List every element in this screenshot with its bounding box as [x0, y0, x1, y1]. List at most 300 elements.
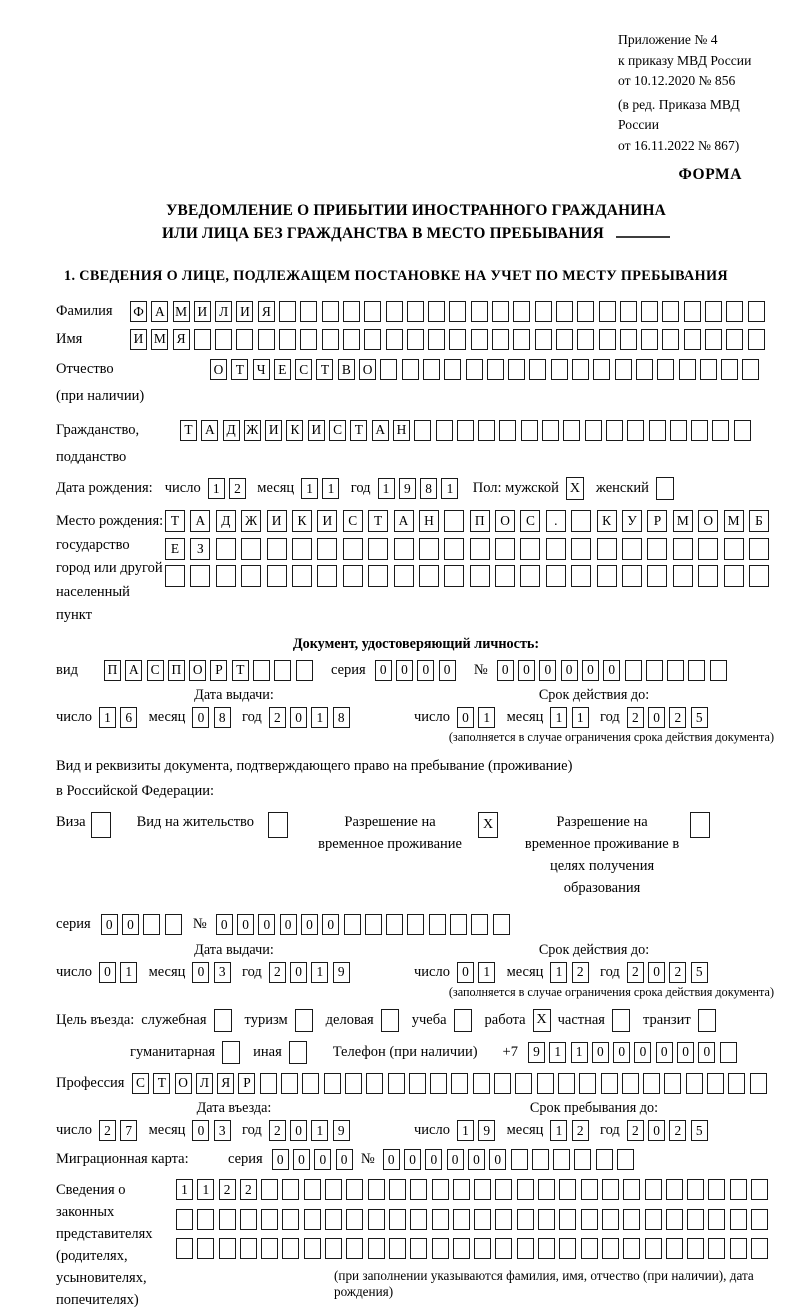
- char-cell[interactable]: [520, 538, 540, 560]
- char-cell[interactable]: А: [201, 420, 218, 441]
- char-cell[interactable]: [710, 660, 727, 681]
- char-cell[interactable]: Е: [165, 538, 185, 560]
- char-cell[interactable]: [453, 1179, 470, 1200]
- char-cell[interactable]: [535, 301, 552, 322]
- char-cell[interactable]: И: [308, 420, 325, 441]
- char-cell[interactable]: 1: [550, 1120, 567, 1141]
- char-cell[interactable]: [274, 660, 291, 681]
- char-cell[interactable]: М: [673, 510, 693, 532]
- char-cell[interactable]: [386, 329, 403, 350]
- char-cell[interactable]: 0: [582, 660, 599, 681]
- char-cell[interactable]: [444, 510, 464, 532]
- char-cell[interactable]: [474, 1179, 491, 1200]
- char-cell[interactable]: [520, 565, 540, 587]
- char-cell[interactable]: 8: [420, 478, 437, 499]
- char-cell[interactable]: [585, 420, 602, 441]
- char-cell[interactable]: [645, 1179, 662, 1200]
- char-cell[interactable]: [625, 660, 642, 681]
- char-cell[interactable]: 9: [528, 1042, 545, 1063]
- char-cell[interactable]: [538, 1179, 555, 1200]
- char-cell[interactable]: [410, 1238, 427, 1259]
- char-cell[interactable]: [579, 1073, 596, 1094]
- purpose-work-checkbox[interactable]: X: [533, 1009, 551, 1032]
- char-cell[interactable]: [646, 660, 663, 681]
- char-cell[interactable]: [343, 301, 360, 322]
- char-cell[interactable]: [571, 538, 591, 560]
- char-cell[interactable]: 0: [447, 1149, 464, 1170]
- char-cell[interactable]: [267, 538, 287, 560]
- char-cell[interactable]: [394, 538, 414, 560]
- char-cell[interactable]: О: [495, 510, 515, 532]
- char-cell[interactable]: 1: [197, 1179, 214, 1200]
- residence-permit-checkbox[interactable]: [268, 812, 288, 838]
- char-cell[interactable]: С: [295, 359, 312, 380]
- char-cell[interactable]: И: [236, 301, 253, 322]
- purpose-private-checkbox[interactable]: [612, 1009, 630, 1032]
- char-cell[interactable]: [708, 1179, 725, 1200]
- char-cell[interactable]: [365, 914, 382, 935]
- char-cell[interactable]: 2: [627, 707, 644, 728]
- char-cell[interactable]: [292, 565, 312, 587]
- char-cell[interactable]: [495, 1209, 512, 1230]
- char-cell[interactable]: [597, 538, 617, 560]
- char-cell[interactable]: Н: [393, 420, 410, 441]
- char-cell[interactable]: [380, 359, 397, 380]
- char-cell[interactable]: П: [470, 510, 490, 532]
- char-cell[interactable]: [428, 329, 445, 350]
- char-cell[interactable]: [532, 1149, 549, 1170]
- char-cell[interactable]: А: [394, 510, 414, 532]
- char-cell[interactable]: [219, 1209, 236, 1230]
- char-cell[interactable]: [143, 914, 160, 935]
- purpose-business-checkbox[interactable]: [381, 1009, 399, 1032]
- char-cell[interactable]: [535, 329, 552, 350]
- char-cell[interactable]: [705, 329, 722, 350]
- char-cell[interactable]: И: [267, 510, 287, 532]
- char-cell[interactable]: [282, 1179, 299, 1200]
- char-cell[interactable]: [546, 538, 566, 560]
- char-cell[interactable]: [698, 565, 718, 587]
- char-cell[interactable]: 0: [301, 914, 318, 935]
- char-cell[interactable]: С: [343, 510, 363, 532]
- char-cell[interactable]: [705, 301, 722, 322]
- char-cell[interactable]: [688, 660, 705, 681]
- char-cell[interactable]: [558, 1073, 575, 1094]
- char-cell[interactable]: [726, 329, 743, 350]
- char-cell[interactable]: [410, 1209, 427, 1230]
- char-cell[interactable]: [673, 565, 693, 587]
- char-cell[interactable]: [346, 1209, 363, 1230]
- char-cell[interactable]: 0: [322, 914, 339, 935]
- char-cell[interactable]: 1: [550, 707, 567, 728]
- char-cell[interactable]: [698, 538, 718, 560]
- char-cell[interactable]: Я: [217, 1073, 234, 1094]
- char-cell[interactable]: [511, 1149, 528, 1170]
- char-cell[interactable]: 1: [301, 478, 318, 499]
- char-cell[interactable]: [581, 1209, 598, 1230]
- char-cell[interactable]: 0: [439, 660, 456, 681]
- char-cell[interactable]: [730, 1238, 747, 1259]
- char-cell[interactable]: [492, 329, 509, 350]
- char-cell[interactable]: 9: [333, 1120, 350, 1141]
- char-cell[interactable]: 0: [99, 962, 116, 983]
- char-cell[interactable]: [366, 1073, 383, 1094]
- char-cell[interactable]: [394, 565, 414, 587]
- char-cell[interactable]: 0: [648, 962, 665, 983]
- char-cell[interactable]: 0: [293, 1149, 310, 1170]
- char-cell[interactable]: М: [724, 510, 744, 532]
- char-cell[interactable]: [423, 359, 440, 380]
- char-cell[interactable]: [606, 420, 623, 441]
- char-cell[interactable]: [563, 420, 580, 441]
- char-cell[interactable]: [645, 1238, 662, 1259]
- char-cell[interactable]: 0: [101, 914, 118, 935]
- char-cell[interactable]: [304, 1209, 321, 1230]
- char-cell[interactable]: [556, 301, 573, 322]
- char-cell[interactable]: [577, 329, 594, 350]
- char-cell[interactable]: Р: [238, 1073, 255, 1094]
- char-cell[interactable]: [324, 1073, 341, 1094]
- char-cell[interactable]: 1: [457, 1120, 474, 1141]
- char-cell[interactable]: [302, 1073, 319, 1094]
- char-cell[interactable]: [260, 1073, 277, 1094]
- char-cell[interactable]: [432, 1179, 449, 1200]
- char-cell[interactable]: О: [359, 359, 376, 380]
- char-cell[interactable]: А: [151, 301, 168, 322]
- char-cell[interactable]: 1: [311, 962, 328, 983]
- char-cell[interactable]: [751, 1179, 768, 1200]
- char-cell[interactable]: 0: [698, 1042, 715, 1063]
- char-cell[interactable]: [279, 301, 296, 322]
- char-cell[interactable]: [721, 359, 738, 380]
- char-cell[interactable]: [686, 1073, 703, 1094]
- char-cell[interactable]: 0: [192, 962, 209, 983]
- char-cell[interactable]: [430, 1073, 447, 1094]
- char-cell[interactable]: [670, 420, 687, 441]
- char-cell[interactable]: [322, 301, 339, 322]
- char-cell[interactable]: [304, 1238, 321, 1259]
- char-cell[interactable]: [571, 510, 591, 532]
- char-cell[interactable]: [261, 1238, 278, 1259]
- char-cell[interactable]: 1: [571, 1042, 588, 1063]
- char-cell[interactable]: [474, 1209, 491, 1230]
- char-cell[interactable]: [623, 1238, 640, 1259]
- char-cell[interactable]: [261, 1209, 278, 1230]
- char-cell[interactable]: [197, 1238, 214, 1259]
- char-cell[interactable]: Т: [316, 359, 333, 380]
- char-cell[interactable]: [751, 1238, 768, 1259]
- char-cell[interactable]: [623, 1179, 640, 1200]
- char-cell[interactable]: Р: [210, 660, 227, 681]
- char-cell[interactable]: [457, 420, 474, 441]
- char-cell[interactable]: 0: [656, 1042, 673, 1063]
- char-cell[interactable]: 0: [192, 1120, 209, 1141]
- char-cell[interactable]: 0: [592, 1042, 609, 1063]
- char-cell[interactable]: [649, 420, 666, 441]
- char-cell[interactable]: [282, 1238, 299, 1259]
- char-cell[interactable]: 0: [561, 660, 578, 681]
- char-cell[interactable]: 6: [120, 707, 137, 728]
- char-cell[interactable]: [281, 1073, 298, 1094]
- char-cell[interactable]: 2: [269, 962, 286, 983]
- purpose-official-checkbox[interactable]: [214, 1009, 232, 1032]
- char-cell[interactable]: 2: [219, 1179, 236, 1200]
- char-cell[interactable]: [368, 565, 388, 587]
- char-cell[interactable]: [622, 565, 642, 587]
- char-cell[interactable]: 1: [478, 962, 495, 983]
- char-cell[interactable]: 9: [478, 1120, 495, 1141]
- char-cell[interactable]: [240, 1238, 257, 1259]
- char-cell[interactable]: С: [329, 420, 346, 441]
- char-cell[interactable]: [407, 329, 424, 350]
- char-cell[interactable]: 2: [229, 478, 246, 499]
- char-cell[interactable]: Ч: [253, 359, 270, 380]
- char-cell[interactable]: [517, 1179, 534, 1200]
- char-cell[interactable]: [241, 538, 261, 560]
- char-cell[interactable]: А: [372, 420, 389, 441]
- char-cell[interactable]: [487, 359, 504, 380]
- char-cell[interactable]: [662, 301, 679, 322]
- female-checkbox[interactable]: [656, 477, 674, 500]
- char-cell[interactable]: [428, 301, 445, 322]
- char-cell[interactable]: [267, 565, 287, 587]
- char-cell[interactable]: Т: [153, 1073, 170, 1094]
- char-cell[interactable]: [165, 565, 185, 587]
- char-cell[interactable]: 3: [214, 962, 231, 983]
- char-cell[interactable]: 9: [333, 962, 350, 983]
- char-cell[interactable]: [712, 420, 729, 441]
- char-cell[interactable]: Б: [749, 510, 769, 532]
- char-cell[interactable]: [495, 565, 515, 587]
- char-cell[interactable]: 0: [280, 914, 297, 935]
- char-cell[interactable]: [470, 538, 490, 560]
- char-cell[interactable]: 0: [468, 1149, 485, 1170]
- char-cell[interactable]: 0: [425, 1149, 442, 1170]
- char-cell[interactable]: [517, 1238, 534, 1259]
- char-cell[interactable]: [622, 538, 642, 560]
- char-cell[interactable]: [521, 420, 538, 441]
- char-cell[interactable]: [470, 565, 490, 587]
- char-cell[interactable]: [261, 1179, 278, 1200]
- char-cell[interactable]: [368, 1179, 385, 1200]
- char-cell[interactable]: 1: [311, 707, 328, 728]
- char-cell[interactable]: 2: [669, 707, 686, 728]
- char-cell[interactable]: [410, 1179, 427, 1200]
- char-cell[interactable]: [300, 329, 317, 350]
- char-cell[interactable]: 3: [214, 1120, 231, 1141]
- char-cell[interactable]: [542, 420, 559, 441]
- char-cell[interactable]: [194, 329, 211, 350]
- char-cell[interactable]: [684, 329, 701, 350]
- char-cell[interactable]: [317, 538, 337, 560]
- char-cell[interactable]: И: [265, 420, 282, 441]
- char-cell[interactable]: [645, 1209, 662, 1230]
- char-cell[interactable]: [466, 359, 483, 380]
- char-cell[interactable]: [388, 1073, 405, 1094]
- char-cell[interactable]: Я: [173, 329, 190, 350]
- char-cell[interactable]: 0: [603, 660, 620, 681]
- char-cell[interactable]: А: [190, 510, 210, 532]
- char-cell[interactable]: [593, 359, 610, 380]
- char-cell[interactable]: [647, 565, 667, 587]
- char-cell[interactable]: [474, 1238, 491, 1259]
- char-cell[interactable]: [499, 420, 516, 441]
- char-cell[interactable]: 0: [314, 1149, 331, 1170]
- char-cell[interactable]: 8: [214, 707, 231, 728]
- char-cell[interactable]: [687, 1238, 704, 1259]
- purpose-humanitarian-checkbox[interactable]: [222, 1041, 240, 1064]
- char-cell[interactable]: [602, 1209, 619, 1230]
- char-cell[interactable]: [748, 301, 765, 322]
- char-cell[interactable]: [241, 565, 261, 587]
- char-cell[interactable]: [691, 420, 708, 441]
- char-cell[interactable]: [664, 1073, 681, 1094]
- char-cell[interactable]: 0: [336, 1149, 353, 1170]
- char-cell[interactable]: 1: [120, 962, 137, 983]
- char-cell[interactable]: [402, 359, 419, 380]
- char-cell[interactable]: [343, 329, 360, 350]
- char-cell[interactable]: [559, 1238, 576, 1259]
- char-cell[interactable]: [258, 329, 275, 350]
- char-cell[interactable]: [559, 1209, 576, 1230]
- char-cell[interactable]: .: [546, 510, 566, 532]
- char-cell[interactable]: [492, 301, 509, 322]
- char-cell[interactable]: [471, 329, 488, 350]
- char-cell[interactable]: Д: [216, 510, 236, 532]
- char-cell[interactable]: 1: [322, 478, 339, 499]
- char-cell[interactable]: [219, 1238, 236, 1259]
- char-cell[interactable]: [602, 1179, 619, 1200]
- char-cell[interactable]: 2: [240, 1179, 257, 1200]
- char-cell[interactable]: 1: [478, 707, 495, 728]
- char-cell[interactable]: [432, 1209, 449, 1230]
- char-cell[interactable]: П: [168, 660, 185, 681]
- char-cell[interactable]: 8: [333, 707, 350, 728]
- char-cell[interactable]: [599, 301, 616, 322]
- char-cell[interactable]: [679, 359, 696, 380]
- char-cell[interactable]: 0: [648, 1120, 665, 1141]
- char-cell[interactable]: И: [130, 329, 147, 350]
- char-cell[interactable]: 2: [669, 962, 686, 983]
- char-cell[interactable]: [419, 538, 439, 560]
- char-cell[interactable]: Я: [258, 301, 275, 322]
- char-cell[interactable]: [581, 1238, 598, 1259]
- char-cell[interactable]: [615, 359, 632, 380]
- char-cell[interactable]: [495, 1238, 512, 1259]
- char-cell[interactable]: [495, 1179, 512, 1200]
- char-cell[interactable]: [538, 1238, 555, 1259]
- char-cell[interactable]: [513, 329, 530, 350]
- char-cell[interactable]: 1: [208, 478, 225, 499]
- char-cell[interactable]: 1: [441, 478, 458, 499]
- char-cell[interactable]: О: [175, 1073, 192, 1094]
- char-cell[interactable]: [449, 301, 466, 322]
- char-cell[interactable]: В: [338, 359, 355, 380]
- char-cell[interactable]: 0: [272, 1149, 289, 1170]
- char-cell[interactable]: Т: [165, 510, 185, 532]
- char-cell[interactable]: 5: [691, 962, 708, 983]
- temporary-residence-checkbox[interactable]: X: [478, 812, 498, 838]
- char-cell[interactable]: [546, 565, 566, 587]
- char-cell[interactable]: [720, 1042, 737, 1063]
- char-cell[interactable]: [282, 1209, 299, 1230]
- char-cell[interactable]: 1: [176, 1179, 193, 1200]
- char-cell[interactable]: 0: [489, 1149, 506, 1170]
- char-cell[interactable]: [236, 329, 253, 350]
- char-cell[interactable]: [667, 660, 684, 681]
- char-cell[interactable]: 0: [677, 1042, 694, 1063]
- char-cell[interactable]: [343, 538, 363, 560]
- char-cell[interactable]: [346, 1238, 363, 1259]
- char-cell[interactable]: [478, 420, 495, 441]
- char-cell[interactable]: 1: [549, 1042, 566, 1063]
- char-cell[interactable]: 2: [269, 1120, 286, 1141]
- char-cell[interactable]: 0: [613, 1042, 630, 1063]
- char-cell[interactable]: [473, 1073, 490, 1094]
- char-cell[interactable]: 1: [572, 707, 589, 728]
- char-cell[interactable]: [724, 538, 744, 560]
- char-cell[interactable]: С: [147, 660, 164, 681]
- char-cell[interactable]: И: [194, 301, 211, 322]
- char-cell[interactable]: [429, 914, 446, 935]
- char-cell[interactable]: 0: [290, 962, 307, 983]
- char-cell[interactable]: [707, 1073, 724, 1094]
- char-cell[interactable]: К: [597, 510, 617, 532]
- char-cell[interactable]: 0: [290, 1120, 307, 1141]
- char-cell[interactable]: [419, 565, 439, 587]
- char-cell[interactable]: 0: [457, 707, 474, 728]
- char-cell[interactable]: [409, 1073, 426, 1094]
- char-cell[interactable]: Р: [647, 510, 667, 532]
- char-cell[interactable]: [453, 1209, 470, 1230]
- char-cell[interactable]: [517, 1209, 534, 1230]
- char-cell[interactable]: [407, 914, 424, 935]
- char-cell[interactable]: 0: [634, 1042, 651, 1063]
- char-cell[interactable]: [165, 914, 182, 935]
- char-cell[interactable]: [734, 420, 751, 441]
- char-cell[interactable]: [574, 1149, 591, 1170]
- char-cell[interactable]: Л: [215, 301, 232, 322]
- char-cell[interactable]: [627, 420, 644, 441]
- char-cell[interactable]: [493, 914, 510, 935]
- char-cell[interactable]: Е: [274, 359, 291, 380]
- char-cell[interactable]: [240, 1209, 257, 1230]
- char-cell[interactable]: О: [698, 510, 718, 532]
- char-cell[interactable]: [450, 914, 467, 935]
- char-cell[interactable]: [176, 1209, 193, 1230]
- char-cell[interactable]: [389, 1238, 406, 1259]
- char-cell[interactable]: [622, 1073, 639, 1094]
- char-cell[interactable]: 0: [457, 962, 474, 983]
- char-cell[interactable]: [708, 1238, 725, 1259]
- char-cell[interactable]: [300, 301, 317, 322]
- char-cell[interactable]: [216, 538, 236, 560]
- char-cell[interactable]: [687, 1209, 704, 1230]
- char-cell[interactable]: [636, 359, 653, 380]
- char-cell[interactable]: Т: [232, 660, 249, 681]
- char-cell[interactable]: [346, 1179, 363, 1200]
- char-cell[interactable]: [700, 359, 717, 380]
- char-cell[interactable]: [325, 1209, 342, 1230]
- purpose-other-checkbox[interactable]: [289, 1041, 307, 1064]
- char-cell[interactable]: 2: [627, 962, 644, 983]
- char-cell[interactable]: [581, 1179, 598, 1200]
- char-cell[interactable]: [708, 1209, 725, 1230]
- char-cell[interactable]: [726, 301, 743, 322]
- char-cell[interactable]: [471, 301, 488, 322]
- char-cell[interactable]: С: [132, 1073, 149, 1094]
- char-cell[interactable]: М: [173, 301, 190, 322]
